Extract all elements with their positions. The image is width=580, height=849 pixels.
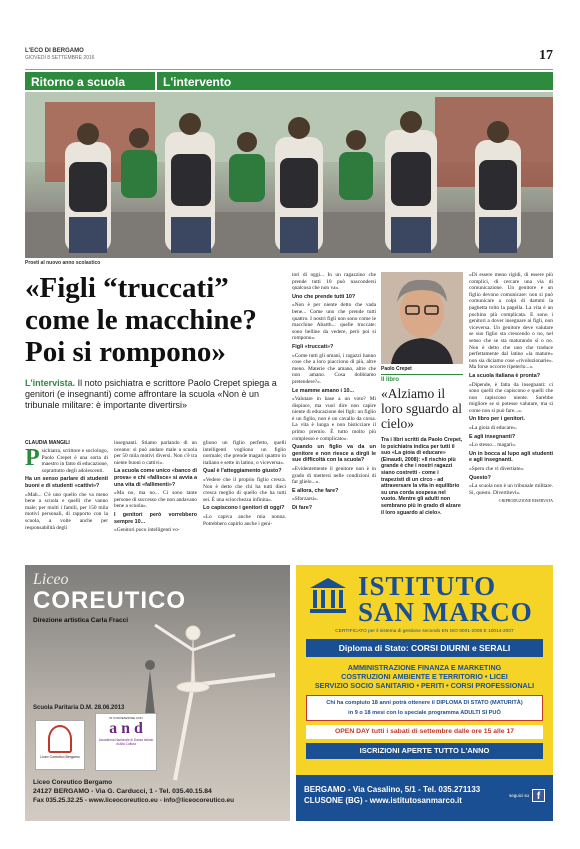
temple-logo-icon bbox=[308, 575, 348, 615]
answer: «Evidentemente il genitore non è in grado di mettersi nelle condizioni di far glielo...». bbox=[292, 466, 376, 486]
answer: «Ma no, ma no... Ci sono tante persone di successo che non andavano bene a scuola». bbox=[114, 490, 197, 510]
ad-social-label: seguici su bbox=[508, 793, 529, 798]
ad-footer bbox=[296, 775, 553, 821]
question: Lo capiscono i genitori di oggi? bbox=[203, 505, 285, 512]
ad-open-day: OPEN DAY tutti i sabati di settembre dalle ore 15 alle 17 bbox=[306, 725, 543, 739]
headline-line-1: «Figli “truccati” bbox=[25, 272, 229, 304]
ad-diploma-banner: Diploma di Stato: CORSI DIURNI e SERALI bbox=[306, 639, 543, 657]
article-column-6 bbox=[469, 272, 553, 556]
photo-caption: Proeti al nuovo anno scolastico bbox=[25, 260, 101, 266]
promo-line-2: in 9 o 18 mesi con lo speciale programma ADULTI SI PUÒ bbox=[348, 710, 501, 716]
byline: CLAUDIA MANGILI bbox=[25, 440, 70, 446]
course-line-1: AMMINISTRAZIONE FINANZA E MARKETING bbox=[347, 663, 502, 672]
ad-parity: Scuola Paritaria D.M. 28.06.2013 bbox=[33, 705, 125, 711]
accademia-convenzione: IN CONVENZIONE CON bbox=[109, 716, 143, 720]
ad-address-title: Liceo Coreutico Bergamo bbox=[33, 779, 113, 786]
section-title: Ritorno a scuola bbox=[25, 72, 155, 90]
portrait-caption: Paolo Crepet bbox=[381, 366, 412, 372]
answer: «Dipende, è fatta da insegnanti: ci sono quelli che capiscono e quelli che non capiscono niente. Sarebbe migliore se si potesse valutare, ma sì come non si può fare...». bbox=[469, 381, 553, 414]
page-number: 17 bbox=[539, 48, 553, 63]
answer: «Sforzarsi». bbox=[292, 496, 319, 503]
question: Ha un senso parlare di studenti buoni e di studenti «cattivi»? bbox=[25, 476, 108, 489]
book-title: «Alziamo il loro sguardo al cielo» bbox=[381, 386, 462, 431]
accademia-logo-mark: a n d bbox=[109, 720, 143, 737]
liceo-logo-mark bbox=[48, 725, 72, 753]
ad-address-block bbox=[33, 779, 283, 804]
liceo-logo-caption: Liceo Coreutico Bergamo bbox=[40, 755, 80, 759]
answer: tori di oggi... In un ragazzino che prende tutti 10 può nascondersi qualcosa che non va». bbox=[292, 272, 376, 292]
question: E allora, che fare? bbox=[292, 487, 339, 494]
ad-certification: CERTIFICATO per il sistema di gestione secondo EN ISO 9001-2008 E 10014-2007 bbox=[335, 629, 514, 634]
headline-line-3: Poi si rompono» bbox=[25, 336, 226, 368]
question: Figli «truccati»? bbox=[292, 343, 334, 350]
answer: «Di essere meno rigidi, di essere più complici, di cercare una via di comunicazione. Un genitore e un figlio devono comunicare: non si può comunicare a colpi di dammi la paghetta tolto la pagella. La vita è un pochino più complicata. E sono i genitori a dover insegnare ai figli, non viceversa. Un genitore deve valutare se suo figlio sta crescendo o no, nel senso che se sta maturando sì o no. Non è detto che uno che traduce perfettamente dal latino «la mature» non sia diciamo cose «rivoluzionarie». Ma forse occorre ripeterlo...». bbox=[469, 272, 553, 371]
headline bbox=[25, 272, 290, 368]
ad-address: 24127 BERGAMO - Via G. Carducci, 1 - Tel. 035.40.15.84 bbox=[33, 788, 212, 795]
ad-promo-box bbox=[306, 695, 543, 721]
answer: insegnanti. Stiamo parlando di un oceano: si può andare male a scuola per 50 mila motivi diversi. Non c'è tra niente buoni o cattivi». bbox=[114, 440, 197, 466]
accademia-caption: Accademia Nazionale di Danza Istituto di Alta Cultura bbox=[98, 738, 154, 746]
course-line-2: COSTRUZIONI AMBIENTE E TERRITORIO • LICEI bbox=[341, 672, 508, 681]
answer: «Mah... C'è uno quello che va meno bene a scuola e quelli che vanno male; per molti i famili, per 150 mila motivi personali, di rapporto con la scuola, a volte anche per responsabilità degli bbox=[25, 491, 108, 531]
question: E agli insegnanti? bbox=[469, 433, 516, 440]
answer: «Valutare in base a un voto? Mi dispiace, ma vuol dire non capire niente di educazione dei figli: un figlio è un figlio, non è un cavallo da corsa. La vita è lunga e non bisticciare il primo premio. È tutto molto più complesso e complicato». bbox=[292, 396, 376, 442]
article-column-2 bbox=[114, 440, 197, 556]
article-column-1 bbox=[25, 448, 108, 556]
answer: «La gioia di educare». bbox=[469, 425, 518, 432]
dancers-illustration bbox=[135, 605, 285, 785]
answer: «Lo stesso... magari». bbox=[469, 442, 517, 449]
ad-istituto-san-marco bbox=[296, 565, 553, 821]
ad-contact: Fax 035.25.32.25 - www.liceocoreutico.eu - info@liceocoreutico.eu bbox=[33, 797, 234, 804]
answer: gliono un figlio perfetto, quelli intelligenti vogliono un figlio normale; che prende magari quattro in italiano e sette in latino, o viceversa». bbox=[203, 440, 286, 466]
answer: «Non è per niente detto che vada bene... Come uno che prende tutti quattro. I nostri figli non sono come le macchine Abarth... quelle truccate: sono belline da vedere, però poi si rompono». bbox=[292, 302, 376, 342]
question: Di fare? bbox=[292, 505, 313, 511]
ad-logo-liceo bbox=[35, 720, 85, 770]
question: Qual è l'atteggiamento giusto? bbox=[203, 468, 282, 475]
question: Un libro per i genitori. bbox=[469, 416, 526, 423]
question: Uno che prende tutti 10? bbox=[292, 293, 356, 300]
book-tag: Il libro bbox=[381, 377, 399, 383]
ad-liceo-label: Liceo bbox=[33, 571, 69, 588]
ad-san-marco-title-1: ISTITUTO bbox=[358, 571, 497, 601]
question: Un in bocca al lupo agli studenti e agli insegnanti. bbox=[469, 450, 553, 464]
question: I genitori però vorrebbero sempre 10... bbox=[114, 511, 197, 525]
question: La scuola come unico «banco di prova» e chi «fallisce» si avvia a una vita di «fallimenti»? bbox=[114, 468, 197, 488]
answer: «Vedere che il proprio figlio cresca. Non è detto che chi ha tutti dieci cresca meglio di quello che ha tutti sei. È una sciocchezza infinita». bbox=[203, 476, 286, 503]
standfirst-kicker: L'intervista. bbox=[25, 378, 76, 388]
portrait-photo bbox=[381, 272, 463, 364]
issue-date: GIOVEDÌ 8 SETTEMBRE 2016 bbox=[25, 55, 95, 61]
ad-enrollment: ISCRIZIONI APERTE TUTTO L'ANNO bbox=[306, 743, 543, 759]
answer: «Spero che vi divertiate». bbox=[469, 466, 525, 473]
headline-line-2: come le macchine? bbox=[25, 304, 257, 336]
newspaper-name: L'ECO DI BERGAMO bbox=[25, 48, 84, 54]
answer: «Lo capiva anche mia nonna. Potrebbero capirlo anche i geni- bbox=[203, 513, 286, 527]
book-box bbox=[381, 374, 463, 554]
answer: «La scuola non è un tribunale militare. Si, questo. Divertitevi». bbox=[469, 483, 553, 496]
ad-coreutico-title: COREUTICO bbox=[33, 587, 186, 614]
section-subtitle: L'intervento bbox=[155, 72, 553, 90]
students-photo bbox=[25, 92, 553, 258]
copyright-credit: ©RIPRODUZIONE RISERVATA bbox=[498, 498, 553, 504]
question: Quando un figlio va da un genitore e non riesce a dirgli le sue difficoltà con la scuola? bbox=[292, 444, 376, 464]
standfirst-text: Il noto psichiatra e scrittore Paolo Crepet spiega a genitori (e insegnanti) come affrontare la scuola «Non è un tribunale militare: è importante divertirsi» bbox=[25, 378, 277, 410]
article-column-3 bbox=[203, 440, 286, 556]
masthead bbox=[25, 48, 553, 70]
drop-cap: P bbox=[25, 448, 40, 471]
standfirst bbox=[25, 378, 287, 411]
answer: «Come tutti gli umani, i ragazzi hanno cose che a loro piacciono di più, altre meno. Materie che amano, altre che non amano. Cosa dobbiamo pretendere?». bbox=[292, 352, 376, 385]
book-text: Tra i libri scritti da Paolo Crepet, lo psichiatra indica per tutti il suo «La gioia di educare» (Einaudi, 2008): «Il rischio più grande è che i nostri ragazzi siano costretti - come i trapezisti di un circo - ad attraversare la vita in equilibrio su una corda sospesa nel vuoto. Mentre gli adulti non sembrano più in grado di alzare il loro sguardo al cielo». bbox=[381, 437, 463, 516]
ad-director: Direzione artistica Carla Fracci bbox=[33, 617, 129, 624]
facebook-icon[interactable]: f bbox=[532, 789, 545, 802]
lead-paragraph: sichiatra, scrittore e sociologo, Paolo Crepet è una sorta di maestro in fatto di educazione, soprattutto degli adolescenti. bbox=[41, 448, 108, 474]
question: La scuola italiana è pronta? bbox=[469, 372, 540, 379]
promo-line-1: Chi ha compiuto 18 anni potrà ottenere il DIPLOMA DI STATO (MATURITÀ) bbox=[326, 700, 523, 706]
section-header bbox=[25, 72, 553, 90]
ad-logo-accademia bbox=[95, 713, 157, 771]
question: Questo? bbox=[469, 474, 491, 481]
ad-address-1: BERGAMO - Via Casalino, 5/1 - Tel. 035.271133 bbox=[304, 785, 481, 794]
question: Le mamme amano i 10... bbox=[292, 387, 355, 394]
ad-address-2: CLUSONE (BG) - www.istitutosanmarco.it bbox=[304, 796, 462, 805]
course-line-3: SERVIZIO SOCIO SANITARIO • PERITI • CORSI PROFESSIONALI bbox=[314, 681, 535, 690]
answer: «Genitori poco intelligenti vo- bbox=[114, 527, 180, 534]
ad-liceo-coreutico bbox=[25, 565, 290, 821]
article-column-4 bbox=[292, 272, 376, 556]
ad-san-marco-title-2: SAN MARCO bbox=[358, 597, 533, 627]
ad-course-list bbox=[302, 663, 547, 690]
